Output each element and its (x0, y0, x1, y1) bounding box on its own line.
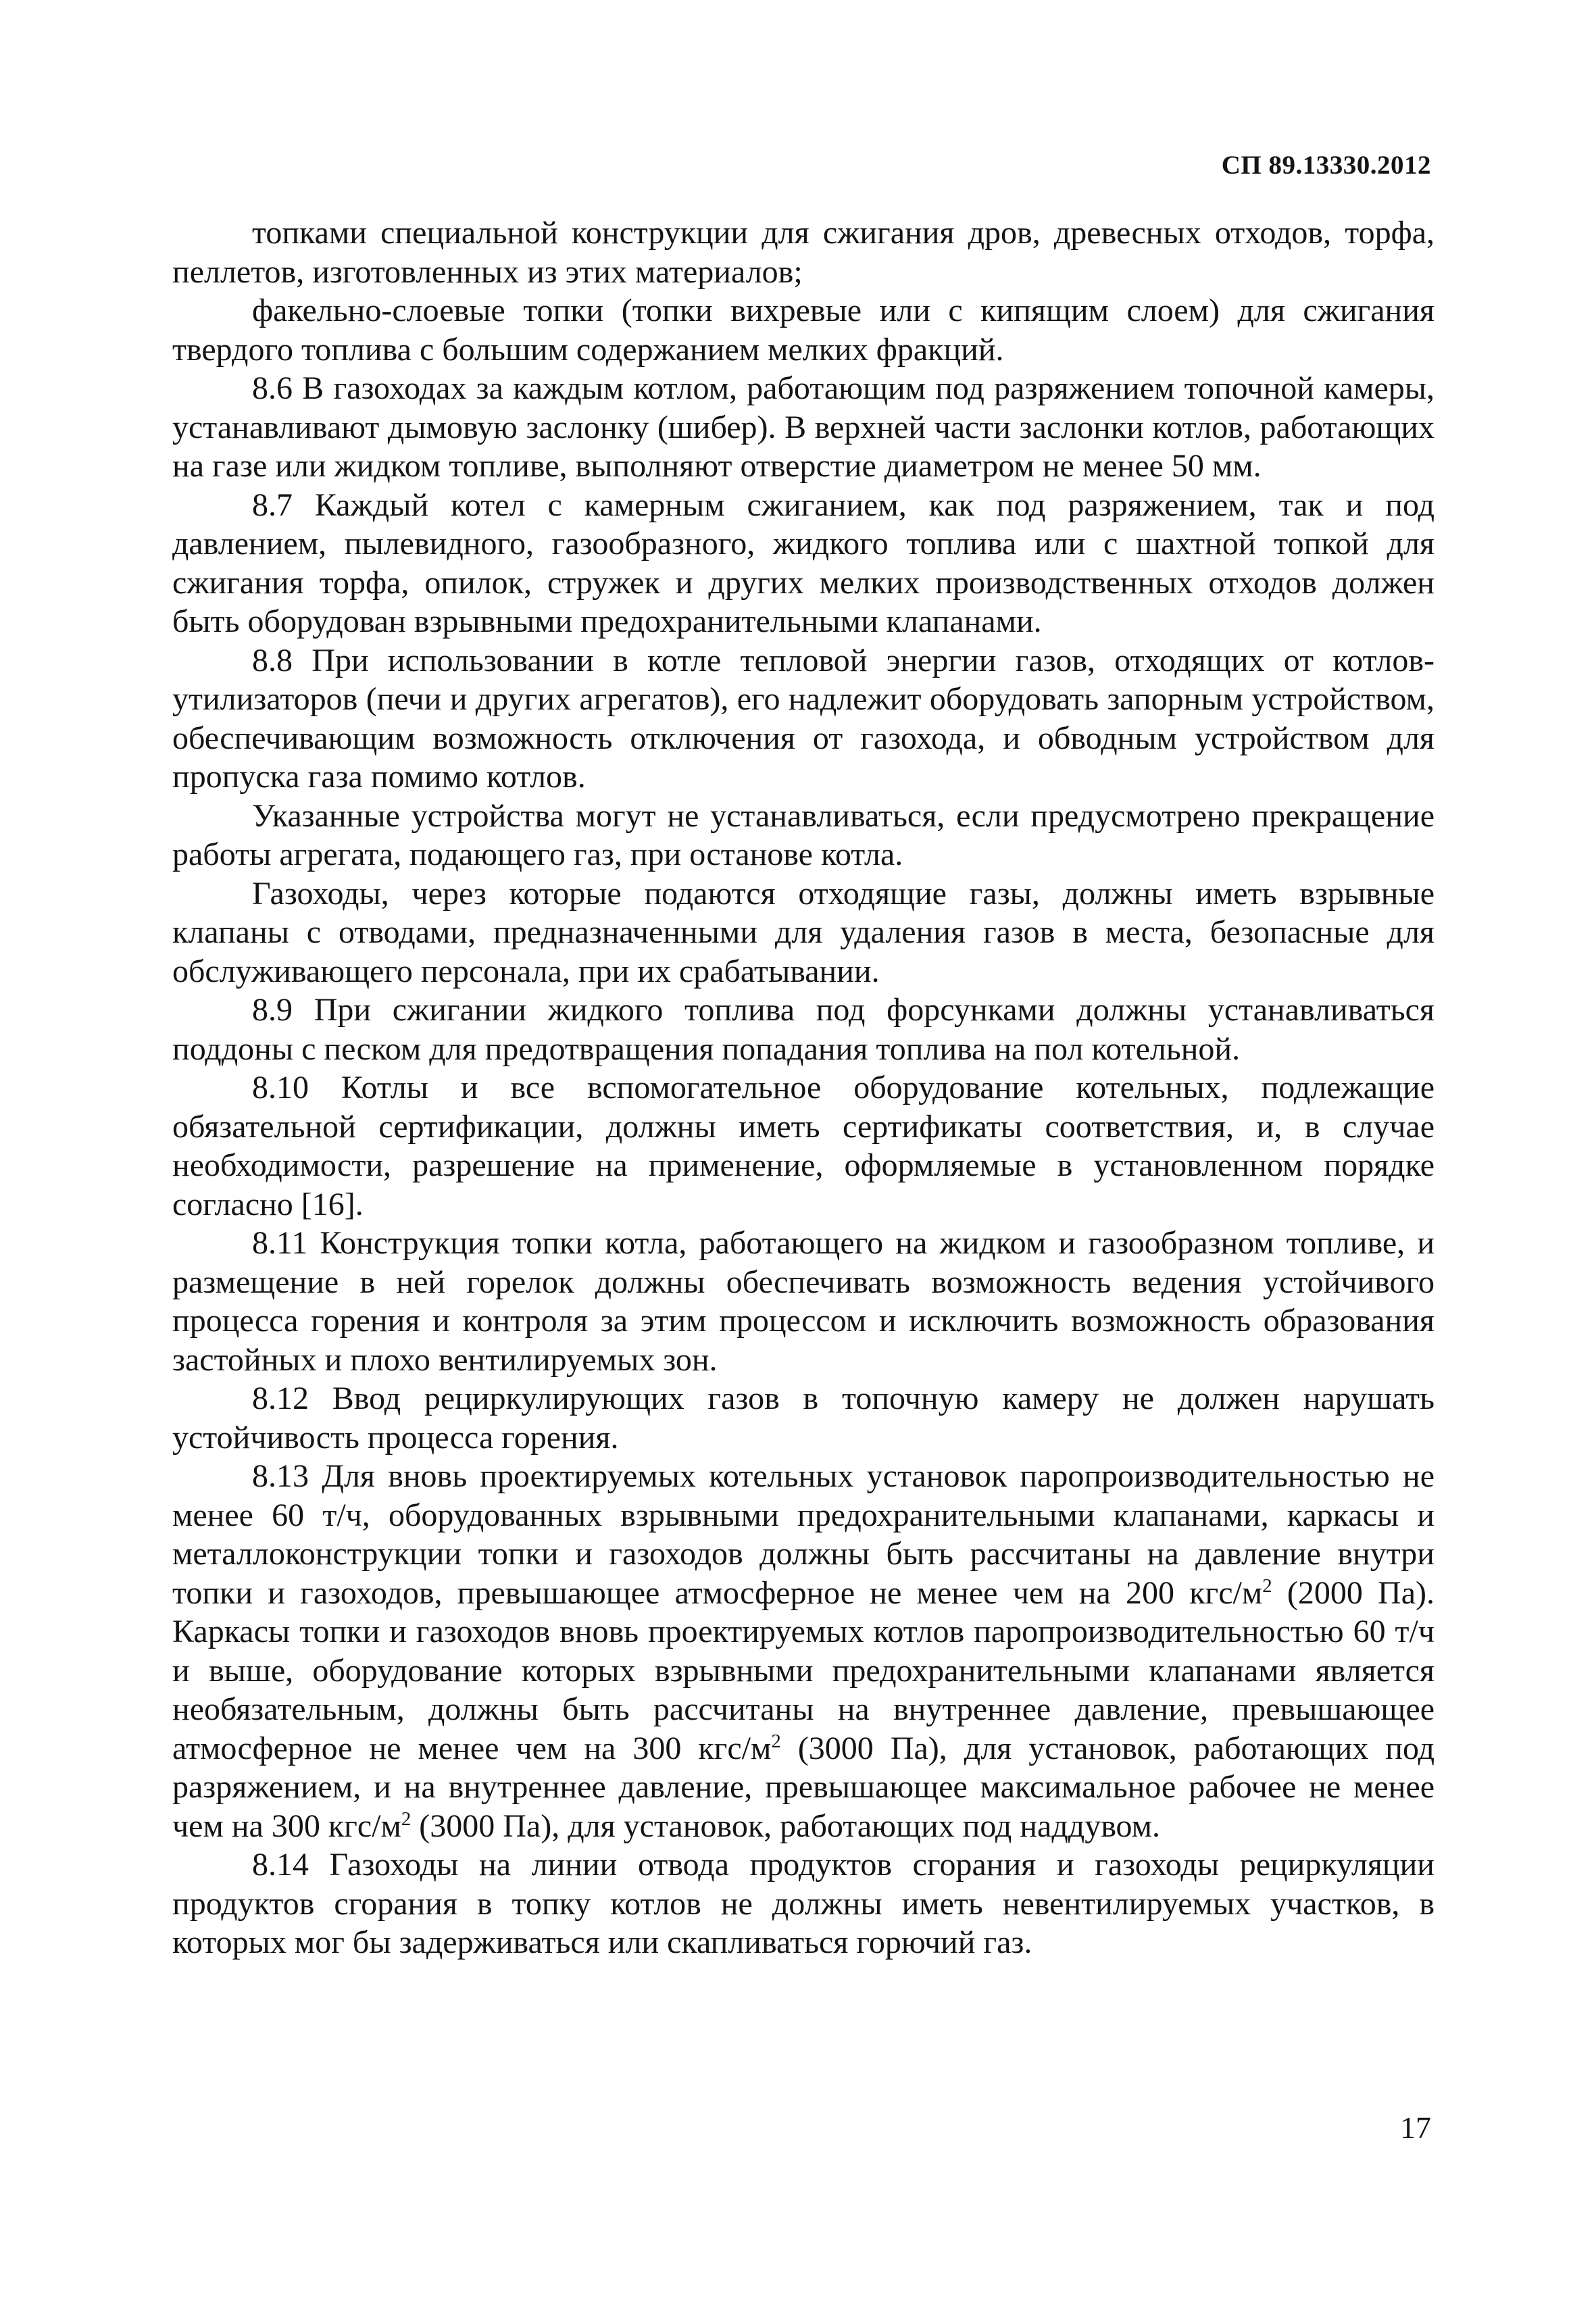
superscript-squared: 2 (771, 1730, 781, 1752)
document-body (172, 214, 1435, 1962)
clause-8-8-devices: Указанные устройства могут не устанавливаться, если предусмотрено прекращение работы агрегата, подающего газ, при останове котла. (172, 797, 1435, 872)
document-code: СП 89.13330.2012 (1221, 151, 1431, 180)
clause-8-8: 8.8 При использовании в котле тепловой энергии газов, отходящих от котлов-утилизаторов (печи и других агрегатов), его надлежит оборудовать запорным устройством, обеспечивающим возможность отключения от газохода, и обводным устройством для пропуска газа помимо котлов. (172, 642, 1435, 795)
clause-8-9: 8.9 При сжигании жидкого топлива под форсунками должны устанавливаться поддоны с песком для предотвращения попадания топлива на пол котельной. (172, 992, 1435, 1067)
clause-8-7: 8.7 Каждый котел с камерным сжиганием, как под разряжением, так и под давлением, пылевидного, газообразного, жидкого топлива или с шахтной топкой для сжигания торфа, опилок, стружек и других мелких производственных отходов должен быть оборудован взрывными предохранительными клапанами. (172, 487, 1435, 639)
superscript-squared: 2 (1262, 1574, 1272, 1597)
clause-8-13-part-4: (3000 Па), для установок, работающих под наддувом. (411, 1808, 1160, 1844)
clause-8-6: 8.6 В газоходах за каждым котлом, работающим под разряжением топочной камеры, устанавливают дымовую заслонку (шибер). В верхней части заслонки котлов, работающих на газе или жидком топливе, выполняют отверстие диаметром не менее 50 мм. (172, 370, 1435, 484)
clause-8-8-gas-ducts: Газоходы, через которые подаются отходящие газы, должны иметь взрывные клапаны с отводами, предназначенными для удаления газов в места, безопасные для обслуживающего персонала, при их срабатывании. (172, 875, 1435, 989)
clause-8-11: 8.11 Конструкция топки котла, работающего на жидком и газообразном топливе, и размещение в ней горелок должны обеспечивать возможность ведения устойчивого процесса горения и контроля за этим процессом и исключить возможность образования застойных и плохо вентилируемых зон. (172, 1225, 1435, 1378)
superscript-squared: 2 (401, 1808, 412, 1830)
clause-8-13-part-2: (2000 Па). Каркасы топки и газоходов вновь проектируемых котлов паропроизводительностью 60 т/ч и выше, оборудование которых взрывными предохранительными клапанами является необязательным, должны быть рассчитаны на внутреннее давление, превышающее атмосферное не менее чем на 300 кгс/м (172, 1574, 1435, 1766)
clause-8-12: 8.12 Ввод рециркулирующих газов в топочную камеру не должен нарушать устойчивость процесса горения. (172, 1380, 1435, 1455)
page-number: 17 (1400, 2110, 1431, 2145)
clause-8-10: 8.10 Котлы и все вспомогательное оборудование котельных, подлежащие обязательной сертификации, должны иметь сертификаты соответствия, и, в случае необходимости, разрешение на применение, оформляемые в установленном порядке согласно [16]. (172, 1070, 1435, 1222)
clause-8-14: 8.14 Газоходы на линии отвода продуктов сгорания и газоходы рециркуляции продуктов сгорания в топку котлов не должны иметь невентилируемых участков, в которых мог бы задерживаться или скапливаться горючий газ. (172, 1847, 1435, 1960)
paragraph-fuel-special-furnaces: топками специальной конструкции для сжигания дров, древесных отходов, торфа, пеллетов, изготовленных из этих материалов; (172, 215, 1435, 290)
clause-8-13 (172, 1457, 1435, 1845)
clause-8-13-part-3: (3000 Па), для установок, работающих под разряжением, и на внутреннее давление, превышающее максимальное рабочее не менее чем на 300 кгс/м (172, 1730, 1435, 1844)
paragraph-fluidized-bed-furnaces: факельно-слоевые топки (топки вихревые или с кипящим слоем) для сжигания твердого топлива с большим содержанием мелких фракций. (172, 293, 1435, 368)
clause-8-13-part-1: 8.13 Для вновь проектируемых котельных установок паропроизводительностью не менее 60 т/ч, оборудованных взрывными предохранительными клапанами, каркасы и металлоконструкции топки и газоходов должны быть рассчитаны на давление внутри топки и газоходов, превышающее атмосферное не менее чем на 200 кгс/м (172, 1458, 1435, 1611)
